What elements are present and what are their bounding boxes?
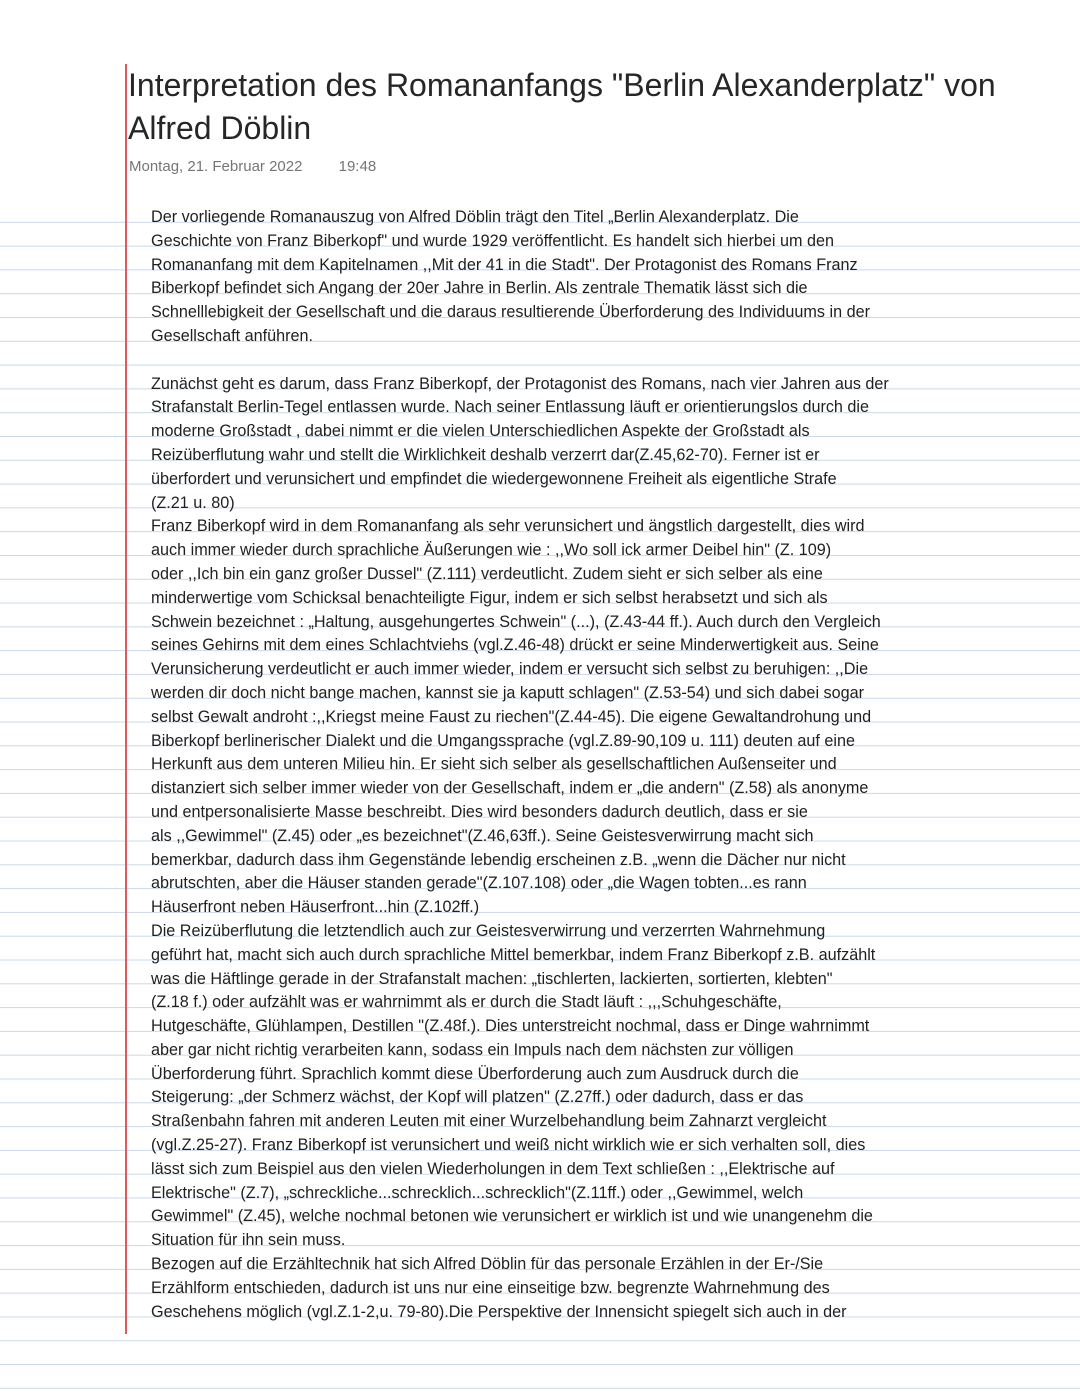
text-line: Reizüberflutung wahr und stellt die Wirklichkeit deshalb verzerrt dar(Z.45,62-70). Ferner ist er [151,445,820,464]
text-line: was die Häftlinge gerade in der Strafanstalt machen: „tischlerten, lackierten, sortierten, klebten" [151,969,833,988]
text-line: Strafanstalt Berlin-Tegel entlassen wurde. Nach seiner Entlassung läuft er orientierungslos durch die [151,398,870,417]
text-line: Romananfang mit dem Kapitelnamen ,,Mit der 41 in die Stadt". Der Protagonist des Romans Franz [151,255,858,274]
text-line: (Z.18 f.) oder aufzählt was er wahrnimmt als er durch die Stadt läuft : ,,,Schuhgeschäfte, [151,993,782,1012]
text-line: Geschichte von Franz Biberkopf" und wurde 1929 veröffentlicht. Es handelt sich hierbei um den [151,231,835,250]
text-line: Biberkopf befindet sich Angang der 20er Jahre in Berlin. Als zentrale Thematik lässt sich die [151,279,808,298]
paragraph [151,206,991,349]
text-line: abrutschten, aber die Häuser standen gerade"(Z.107.108) oder „die Wagen tobten...es rann [151,874,807,893]
text-line: distanziert sich selber immer wieder von der Gesellschaft, indem er „die andern" (Z.58) als anonyme [151,779,869,798]
text-line: Verunsicherung verdeutlicht er auch immer wieder, indem er versucht sich selbst zu beruhigen: ,,Die [151,660,869,679]
text-line: Steigerung: „der Schmerz wächst, der Kopf will platzen" (Z.27ff.) oder dadurch, dass er das [151,1088,804,1107]
page-title [128,64,1028,150]
text-line: Herkunft aus dem unteren Milieu hin. Er sieht sich selber als gesellschaftlichen Außenseiter und [151,755,837,774]
text-line: lässt sich zum Beispiel aus den vielen Wiederholungen in dem Text schließen : ,,Elektrische auf [151,1159,835,1178]
page-time: 19:48 [338,158,377,175]
text-line: Der vorliegende Romanauszug von Alfred Döblin trägt den Titel „Berlin Alexanderplatz. Die [151,208,799,226]
text-line: selbst Gewalt androht :,,Kriegst meine Faust zu riechen"(Z.44-45). Die eigene Gewaltandrohung und [151,707,872,726]
text-line: werden dir doch nicht bange machen, kannst sie ja kaputt schlagen" (Z.53-54) und sich dabei sogar [151,683,865,702]
title-line-1: Interpretation des Romananfangs "Berlin Alexanderplatz" von [128,67,996,103]
paragraph-spacer [151,349,991,373]
text-line: seines Gehirns mit dem eines Schlachtviehs (vgl.Z.46-48) drückt er seine Minderwertigkeit aus. Seine [151,636,879,655]
text-line: und entpersonalisierte Masse beschreibt. Dies wird besonders dadurch deutlich, dass er sie [151,802,808,821]
text-line: moderne Großstadt , dabei nimmt er die vielen Unterschiedlichen Aspekte der Großstadt als [151,422,810,441]
page-meta [129,158,376,175]
text-line: Situation für ihn sein muss. [151,1231,346,1250]
text-line: Gesellschaft anführen. [151,326,313,345]
text-line: Franz Biberkopf wird in dem Romananfang als sehr verunsichert und ängstlich dargestellt, dies wird [151,517,865,536]
text-line: als ,,Gewimmel" (Z.45) oder „es bezeichnet"(Z.46,63ff.). Seine Geistesverwirrung macht sich [151,826,814,845]
text-line: Geschehens möglich (vgl.Z.1-2,u. 79-80).Die Perspektive der Innensicht spiegelt sich auch in der [151,1302,847,1321]
text-line: Hutgeschäfte, Glühlampen, Destillen "(Z.48f.). Dies unterstreicht nochmal, dass er Dinge wahrnimmt [151,1017,870,1036]
text-line: Gewimmel" (Z.45), welche nochmal betonen wie verunsichert er wirklich ist und wie unangenehm die [151,1207,873,1226]
text-line: minderwertige vom Schicksal benachteiligte Figur, indem er sich selbst herabsetzt und sich als [151,588,828,607]
text-line: Erzählform entschieden, dadurch ist uns nur eine einseitige bzw. begrenzte Wahrnehmung des [151,1278,830,1297]
text-line: Bezogen auf die Erzähltechnik hat sich Alfred Döblin für das personale Erzählen in der Er-/Sie [151,1255,824,1274]
paragraph [151,373,991,1325]
text-line: Zunächst geht es darum, dass Franz Biberkopf, der Protagonist des Romans, nach vier Jahren aus der [151,374,889,393]
text-line: überfordert und verunsichert und empfindet die wiedergewonnene Freiheit als eigentliche Strafe [151,469,837,488]
margin-line [125,64,127,1334]
text-line: bemerkbar, dadurch dass ihm Gegenstände lebendig erscheinen z.B. „wenn die Dächer nur nicht [151,850,846,869]
text-line: Häuserfront neben Häuserfront...hin (Z.102ff.) [151,898,480,917]
text-line: auch immer wieder durch sprachliche Äußerungen wie : ,,Wo soll ick armer Deibel hin" (Z. 109) [151,541,832,560]
text-line: Schwein bezeichnet : „Haltung, ausgehungertes Schwein" (...), (Z.43-44 ff.). Auch durch den Vergleich [151,612,881,631]
text-line: Biberkopf berlinerischer Dialekt und die Umgangssprache (vgl.Z.89-90,109 u. 111) deuten auf eine [151,731,855,750]
text-line: (vgl.Z.25-27). Franz Biberkopf ist verunsichert und weiß nicht wirklich wie er sich verhalten soll, dies [151,1136,866,1155]
text-line: aber gar nicht richtig verarbeiten kann, sodass ein Impuls nach dem nächsten zur völligen [151,1040,794,1059]
text-line: oder ,,Ich bin ein ganz großer Dussel" (Z.111) verdeutlicht. Zudem sieht er sich selber als eine [151,564,823,583]
note-body[interactable] [151,206,991,1324]
text-line: (Z.21 u. 80) [151,493,235,512]
text-line: Elektrische" (Z.7), „schreckliche...schrecklich...schrecklich"(Z.11ff.) oder ,,Gewimmel, welch [151,1183,804,1202]
text-line: geführt hat, macht sich auch durch sprachliche Mittel bemerkbar, indem Franz Biberkopf z.B. aufzählt [151,945,876,964]
title-line-2: Alfred Döblin [128,110,312,146]
page-date: Montag, 21. Februar 2022 [129,158,303,175]
text-line: Überforderung führt. Sprachlich kommt diese Überforderung auch zum Ausdruck durch die [151,1064,799,1083]
text-line: Straßenbahn fahren mit anderen Leuten mit einer Wurzelbehandlung beim Zahnarzt vergleicht [151,1112,827,1131]
text-line: Schnelllebigkeit der Gesellschaft und die daraus resultierende Überforderung des Individuums in der [151,303,870,322]
text-line: Die Reizüberflutung die letztendlich auch zur Geistesverwirrung und verzerrten Wahrnehmung [151,921,826,940]
